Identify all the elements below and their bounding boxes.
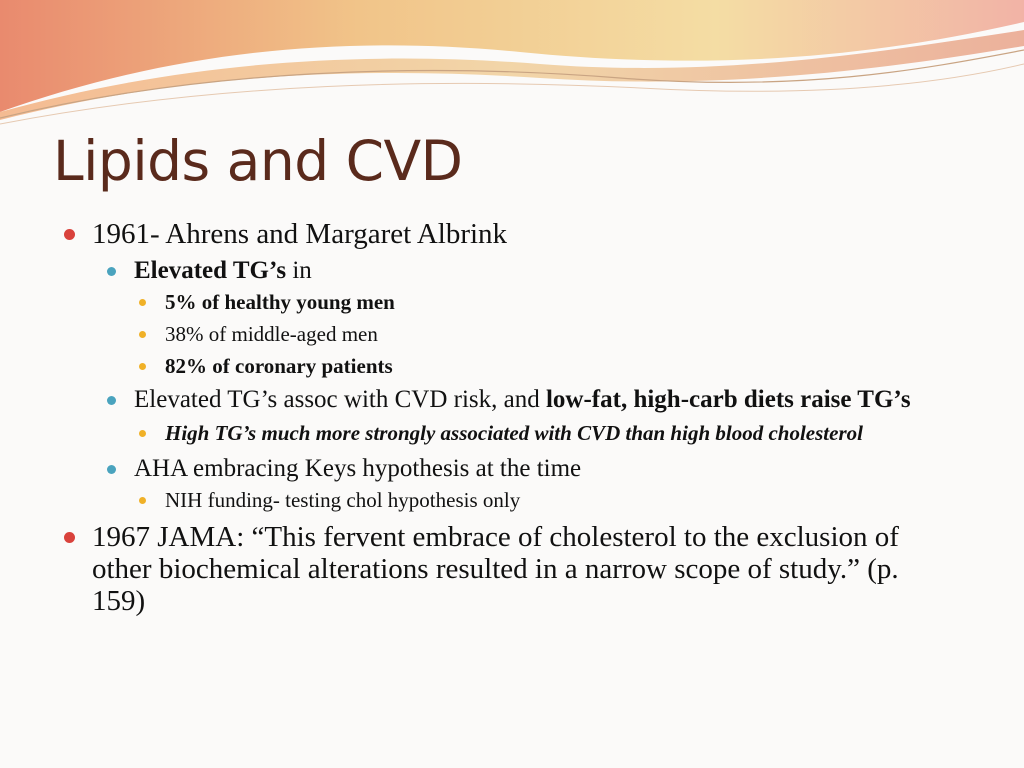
bullet-level2-cvd-risk xyxy=(0,385,934,414)
bullet-level3-nih xyxy=(0,487,955,513)
bullet-text: in xyxy=(286,257,312,284)
bullet-level2-aha xyxy=(0,454,934,483)
bullet-text-bold: 82% of coronary patients xyxy=(165,354,393,378)
bullet-text: 1967 JAMA: “This fervent embrace of cholesterol to the exclusion of other biochemical alterations resulted in a narrow scope of study.” (p. 159) xyxy=(92,521,899,617)
bullet-dot-icon xyxy=(64,229,75,240)
bullet-dot-icon xyxy=(107,267,116,276)
bullet-text-bold-italic: High TG’s much more strongly associated with CVD than high blood cholesterol xyxy=(165,421,863,445)
bullet-text-bold: Elevated TG’s xyxy=(134,257,287,284)
bullet-dot-icon xyxy=(139,299,146,306)
bullet-level2-elevated-tg xyxy=(0,256,934,285)
bullet-level3-young-men xyxy=(0,289,955,315)
bullet-level1-jama xyxy=(0,521,912,617)
bullet-dot-icon xyxy=(64,532,75,543)
decorative-swoosh-banner xyxy=(0,0,1024,130)
bullet-text: AHA embracing Keys hypothesis at the time xyxy=(134,455,582,482)
slide-title: Lipids and CVD xyxy=(53,129,463,193)
bullet-level3-high-tg xyxy=(0,420,955,446)
bullet-level1-ahrens xyxy=(0,218,912,250)
bullet-list xyxy=(0,218,1024,617)
bullet-dot-icon xyxy=(139,430,146,437)
bullet-text-bold: low-fat, high-carb diets raise TG’s xyxy=(545,386,911,413)
bullet-dot-icon xyxy=(107,396,116,405)
bullet-dot-icon xyxy=(107,465,116,474)
bullet-dot-icon xyxy=(139,363,146,370)
bullet-level3-coronary xyxy=(0,353,955,379)
bullet-text: Elevated TG’s assoc with CVD risk, and xyxy=(134,386,546,413)
bullet-dot-icon xyxy=(139,497,146,504)
bullet-dot-icon xyxy=(139,331,146,338)
slide-body xyxy=(0,218,1024,617)
bullet-text: 38% of middle-aged men xyxy=(165,322,378,346)
bullet-text: NIH funding- testing chol hypothesis only xyxy=(165,488,521,512)
bullet-text-bold: 5% of healthy young men xyxy=(165,290,395,314)
bullet-level3-middle-aged xyxy=(0,321,955,347)
bullet-text: 1961- Ahrens and Margaret Albrink xyxy=(92,218,508,250)
